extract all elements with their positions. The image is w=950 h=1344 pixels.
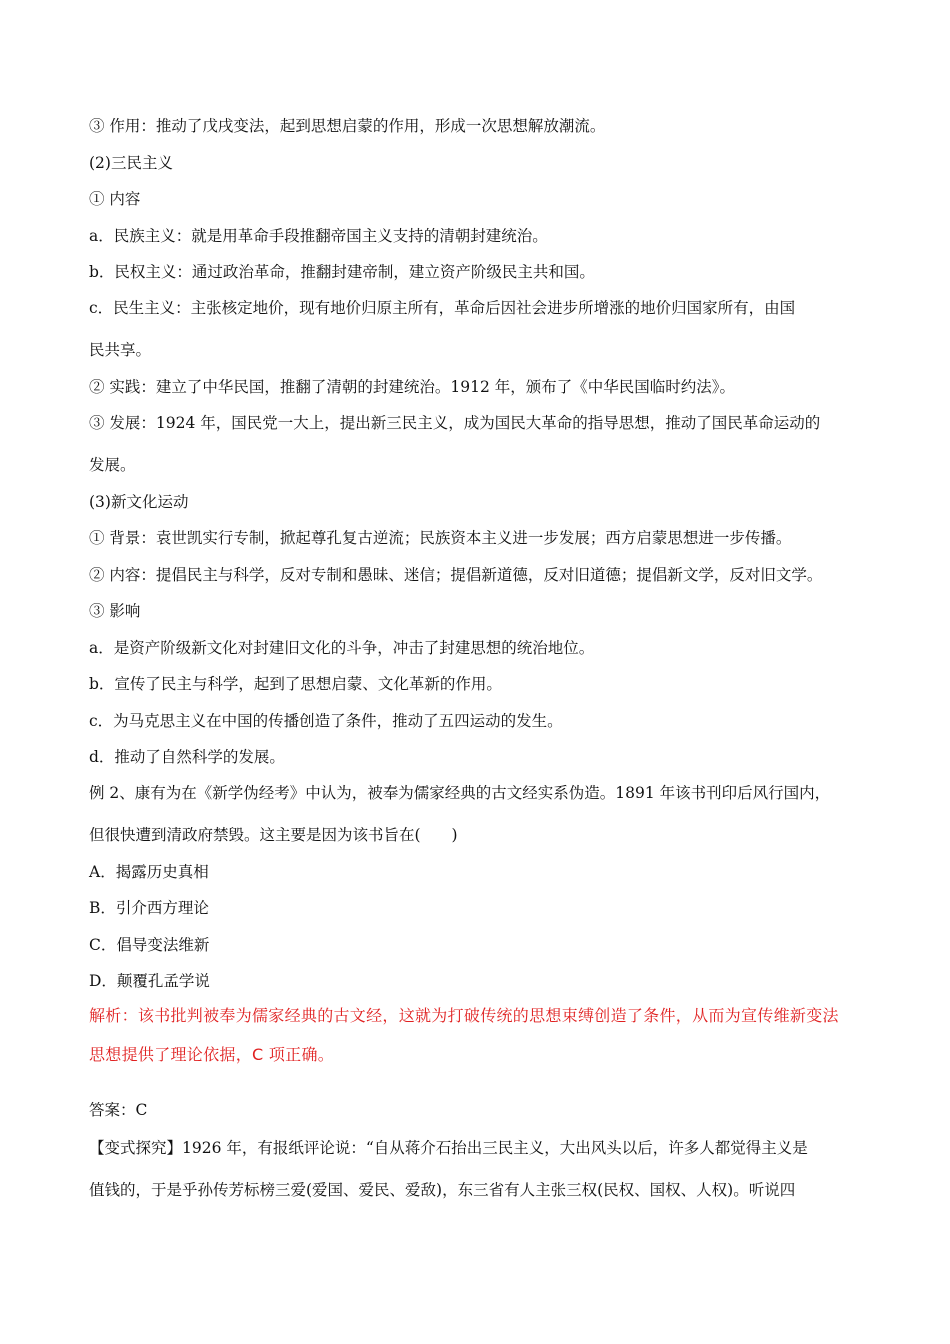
text-line: c．为马克思主义在中国的传播创造了条件，推动了五四运动的发生。: [89, 712, 563, 730]
section-heading: (2)三民主义: [89, 154, 173, 172]
text-line: ③ 作用：推动了戊戌变法，起到思想启蒙的作用，形成一次思想解放潮流。: [89, 117, 606, 135]
text-line: ① 背景：袁世凯实行专制，掀起尊孔复古逆流；民族资本主义进一步发展；西方启蒙思想进一步传播。: [89, 529, 792, 547]
text-line: ③ 发展：1924 年，国民党一大上，提出新三民主义，成为国民大革命的指导思想，推动了国民革命运动的: [89, 414, 821, 432]
answer-text: 答案：C: [89, 1101, 148, 1119]
text-line: 发展。: [89, 456, 136, 474]
text-line: a．民族主义：就是用革命手段推翻帝国主义支持的清朝封建统治。: [89, 227, 548, 245]
text-line: ① 内容: [89, 190, 141, 208]
question-text: 但很快遭到清政府禁毁。这主要是因为该书旨在( ): [89, 826, 458, 844]
text-line: ③ 影响: [89, 602, 141, 620]
text-line: 民共享。: [89, 341, 152, 359]
text-line: c．民生主义：主张核定地价，现有地价归原主所有，革命后因社会进步所增涨的地价归国家所有，由国: [89, 299, 796, 317]
text-line: b．宣传了民主与科学，起到了思想启蒙、文化革新的作用。: [89, 675, 502, 693]
section-heading: (3)新文化运动: [89, 493, 189, 511]
text-line: d．推动了自然科学的发展。: [89, 748, 285, 766]
option-b: B．引介西方理论: [89, 899, 209, 917]
text-line: a．是资产阶级新文化对封建旧文化的斗争，冲击了封建思想的统治地位。: [89, 639, 595, 657]
option-a: A．揭露历史真相: [89, 863, 209, 881]
text-line: ② 内容：提倡民主与科学，反对专制和愚昧、迷信；提倡新道德，反对旧道德；提倡新文学，反对旧文学。: [89, 566, 823, 584]
option-d: D．颠覆孔孟学说: [89, 972, 210, 990]
analysis-text: 解析：该书批判被奉为儒家经典的古文经，这就为打破传统的思想束缚创造了条件，从而为宣传维新变法: [89, 1006, 839, 1025]
variant-text: 【变式探究】1926 年，有报纸评论说：“自从蒋介石抬出三民主义，大出风头以后，许多人都觉得主义是: [89, 1139, 808, 1157]
question-text: 例 2、康有为在《新学伪经考》中认为，被奉为儒家经典的古文经实系伪造。1891 年该书刊印后风行国内，: [89, 784, 831, 802]
analysis-text: 思想提供了理论依据，C 项正确。: [89, 1045, 335, 1064]
text-line: ② 实践：建立了中华民国，推翻了清朝的封建统治。1912 年，颁布了《中华民国临时约法》。: [89, 378, 736, 396]
text-line: b．民权主义：通过政治革命，推翻封建帝制，建立资产阶级民主共和国。: [89, 263, 595, 281]
option-c: C．倡导变法维新: [89, 936, 210, 954]
variant-text: 值钱的，于是乎孙传芳标榜三爱(爱国、爱民、爱敌)，东三省有人主张三权(民权、国权、人权)。听说四: [89, 1181, 796, 1199]
